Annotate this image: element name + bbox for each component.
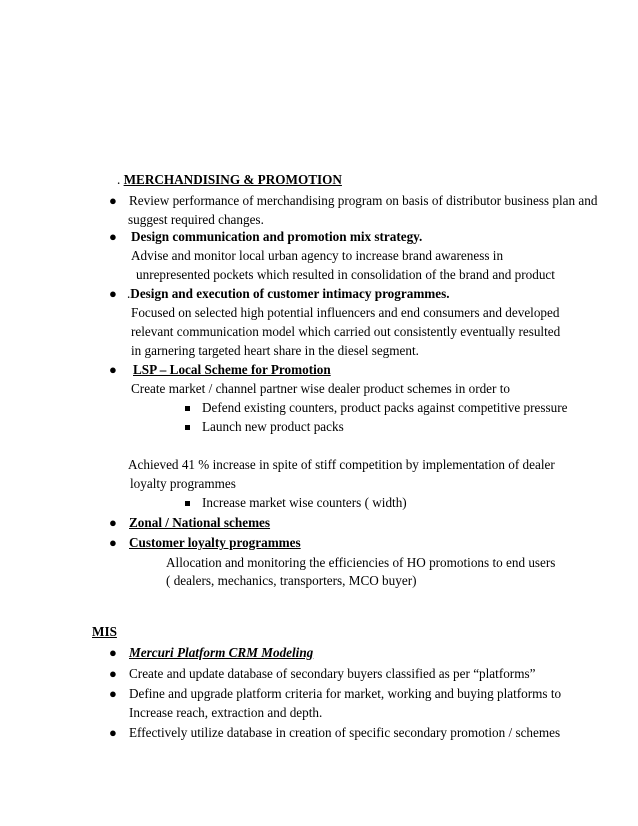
square-bullet-icon — [185, 501, 190, 506]
list-item-review-line1: Review performance of merchandising program on basis of distributor business plan and — [129, 193, 598, 208]
bullet-icon: ● — [109, 535, 117, 550]
bullet-icon: ● — [109, 515, 117, 530]
achieved-line2: loyalty programmes — [130, 476, 236, 491]
bullet-icon: ● — [109, 229, 117, 244]
achieved-line1: Achieved 41 % increase in spite of stiff competition by implementation of dealer — [128, 457, 555, 472]
list-item-design-line2: unrepresented pockets which resulted in consolidation of the brand and product — [136, 267, 555, 282]
list-item-define-line2: Increase reach, extraction and depth. — [129, 705, 323, 720]
sub-item-increase-counters: Increase market wise counters ( width) — [202, 495, 407, 510]
list-item-effective: Effectively utilize database in creation of specific secondary promotion / schemes — [129, 725, 561, 740]
section-heading-merchandising: MERCHANDISING & PROMOTION — [123, 172, 342, 187]
list-item-create: Create and update database of secondary buyers classified as per “platforms” — [129, 666, 536, 681]
bullet-icon: ● — [109, 645, 117, 660]
square-bullet-icon — [185, 406, 190, 411]
bullet-icon: ● — [109, 362, 117, 377]
list-item-intimacy-line2: relevant communication model which carried out consistently eventually resulted — [131, 324, 561, 339]
list-item-define-line1: Define and upgrade platform criteria for market, working and buying platforms to — [129, 686, 562, 701]
section-heading-mis: MIS — [92, 624, 117, 639]
list-item-design-line1: Advise and monitor local urban agency to increase brand awareness in — [131, 248, 504, 263]
intimacy-prefix: . — [127, 286, 131, 301]
list-item-loyalty-line2: ( dealers, mechanics, transporters, MCO buyer) — [166, 573, 417, 588]
list-item-design-title: Design communication and promotion mix strategy. — [131, 229, 423, 244]
list-item-intimacy-title: Design and execution of customer intimacy programmes. — [130, 286, 450, 301]
list-item-lsp-title: LSP – Local Scheme for Promotion — [133, 362, 331, 377]
list-item-intimacy-line3: in garnering targeted heart share in the diesel segment. — [131, 343, 419, 358]
list-item-intimacy-line1: Focused on selected high potential influencers and end consumers and developed — [131, 305, 560, 320]
sub-item-launch: Launch new product packs — [202, 419, 344, 434]
list-item-review-line2: suggest required changes. — [128, 212, 264, 227]
list-item-loyalty-title: Customer loyalty programmes — [129, 535, 301, 550]
list-item-mercuri-title: Mercuri Platform CRM Modeling — [129, 645, 314, 660]
bullet-icon: ● — [109, 725, 117, 740]
bullet-icon: ● — [109, 286, 117, 301]
section-heading-row — [117, 172, 342, 188]
bullet-icon: ● — [109, 193, 117, 208]
list-item-zonal-title: Zonal / National schemes — [129, 515, 271, 530]
list-item-lsp-line1: Create market / channel partner wise dealer product schemes in order to — [131, 381, 510, 396]
list-item-intimacy-row — [127, 286, 450, 302]
bullet-icon: ● — [109, 666, 117, 681]
square-bullet-icon — [185, 425, 190, 430]
list-item-loyalty-line1: Allocation and monitoring the efficiencies of HO promotions to end users — [166, 555, 556, 570]
bullet-icon: ● — [109, 686, 117, 701]
sub-item-defend: Defend existing counters, product packs against competitive pressure — [202, 400, 568, 415]
heading-prefix: . — [117, 172, 124, 187]
